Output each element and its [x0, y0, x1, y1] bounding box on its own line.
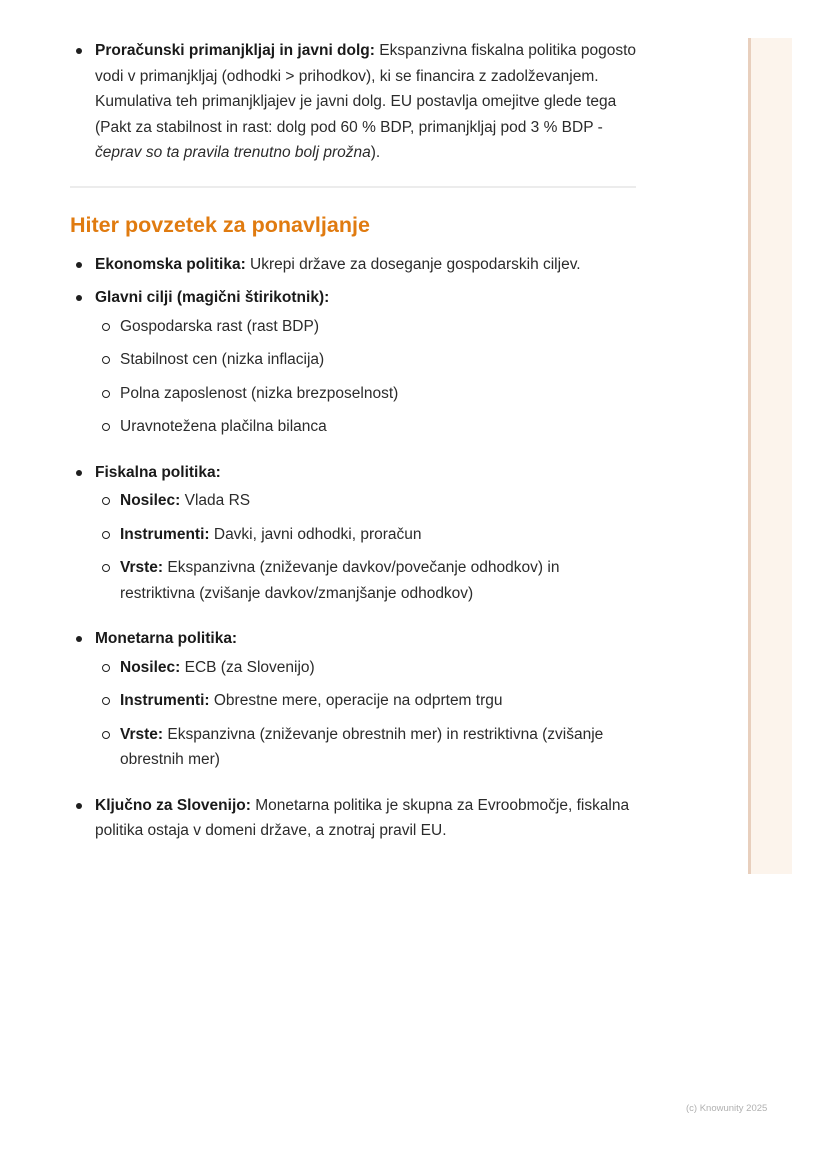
list-item-fiscal-policy: Fiskalna politika: Nosilec: Vlada RS Instrumenti: Davki, javni odhodki, proračun Vrste: Ekspanzivna (zniževanje davkov/povečanje odhodkov) in restriktivna (zvišanje davkov/zmanjšanje odhodkov) — [70, 460, 636, 607]
summary-list — [70, 252, 636, 844]
top-list — [70, 38, 636, 166]
fiscal-sublist — [95, 488, 636, 606]
list-item-deficit-debt: Proračunski primanjkljaj in javni dolg: Ekspanzivna fiskalna politika pogosto vodi v primanjkljaj (odhodki > prihodkov), ki se financira z zadolževanjem. Kumulativa teh primanjkljajev je javni dolg. EU postavlja omejitve glede tega (Pakt za stabilnost in rast: dolg pod 60 % BDP, primanjkljaj pod 3 % BDP - čeprav so ta pravila trenutno bolj prožna). — [70, 38, 636, 166]
sublist-item-carrier: Nosilec: ECB (za Slovenijo) — [95, 655, 636, 681]
list-item-monetary-policy: Monetarna politika: Nosilec: ECB (za Slovenijo) Instrumenti: Obrestne mere, operacije na odprtem trgu Vrste: Ekspanzivna (zniževanje obrestnih mer) in restriktivna (zvišanje obrestnih mer) — [70, 626, 636, 773]
sublist-item: Stabilnost cen (nizka inflacija) — [95, 347, 636, 373]
section-heading: Hiter povzetek za ponavljanje — [70, 212, 370, 237]
sublist-item: Uravnotežena plačilna bilanca — [95, 414, 636, 440]
list-item-economic-policy: Ekonomska politika: Ukrepi države za doseganje gospodarskih ciljev. — [70, 252, 636, 278]
sublist-item: Gospodarska rast (rast BDP) — [95, 314, 636, 340]
section-divider — [70, 186, 636, 188]
goals-sublist — [95, 314, 636, 440]
list-item-main-goals: Glavni cilji (magični štirikotnik): Gospodarska rast (rast BDP) Stabilnost cen (nizka inflacija) Polna zaposlenost (nizka brezposelnost) Uravnotežena plačilna bilanca — [70, 285, 636, 440]
monetary-sublist — [95, 655, 636, 773]
document-content — [70, 38, 636, 852]
side-panel — [748, 38, 792, 874]
sublist-item: Polna zaposlenost (nizka brezposelnost) — [95, 381, 636, 407]
sublist-item-instruments: Instrumenti: Obrestne mere, operacije na odprtem trgu — [95, 688, 636, 714]
sublist-item-carrier: Nosilec: Vlada RS — [95, 488, 636, 514]
sublist-item-types: Vrste: Ekspanzivna (zniževanje obrestnih mer) in restriktivna (zvišanje obrestnih mer) — [95, 722, 636, 773]
copyright-footer: (c) Knowunity 2025 — [686, 1103, 768, 1114]
list-item-slovenia: Ključno za Slovenijo: Monetarna politika je skupna za Evroobmočje, fiskalna politika ostaja v domeni države, a znotraj pravil EU. — [70, 793, 636, 844]
sublist-item-types: Vrste: Ekspanzivna (zniževanje davkov/povečanje odhodkov) in restriktivna (zvišanje davkov/zmanjšanje odhodkov) — [95, 555, 636, 606]
sublist-item-instruments: Instrumenti: Davki, javni odhodki, proračun — [95, 522, 636, 548]
